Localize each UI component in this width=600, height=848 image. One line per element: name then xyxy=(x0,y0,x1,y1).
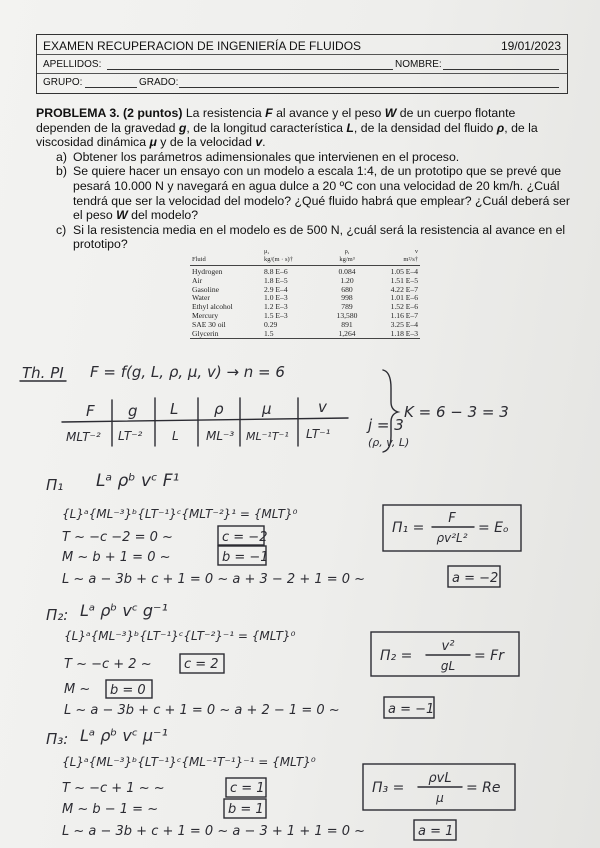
table-cell: 1,264 xyxy=(321,330,373,339)
hw-dim-var: L xyxy=(170,400,179,418)
hw-pi1-box-rhs: = Eₒ xyxy=(478,520,509,536)
symbol-W: W xyxy=(116,208,128,223)
statement-text: , de la viscosidad dinámica xyxy=(36,120,538,150)
hw-pi2-box-rhs: = Fr xyxy=(474,648,504,664)
hw-dim-val: ML⁻¹T⁻¹ xyxy=(246,430,289,443)
table-cell: 1.01 E–6 xyxy=(390,293,418,303)
column-header-unit: kg/(m · s)† xyxy=(264,255,293,263)
hw-pi1-box-lhs: Π₁ = xyxy=(392,520,425,536)
hw-k-equation: K = 6 − 3 = 3 xyxy=(404,403,509,421)
table-cell: SAE 30 oil xyxy=(192,319,226,329)
table-cell: 3.25 E–4 xyxy=(390,319,418,329)
hw-pi2-expression: Lᵃ ρᵇ vᶜ g⁻¹ xyxy=(80,601,168,620)
table-cell: 1.5 xyxy=(262,330,321,339)
hw-pi3-m-result: b = 1 xyxy=(228,802,264,817)
table-cell: 2.9 E–4 xyxy=(264,284,288,294)
hw-dim-table-line xyxy=(62,418,348,422)
exam-title: EXAMEN RECUPERACION DE INGENIERÍA DE FLUIDOS xyxy=(43,39,362,53)
hw-pi3-box-num: ρvL xyxy=(428,771,452,786)
table-cell: 4.22 E–7 xyxy=(390,284,418,294)
table-cell: 680 xyxy=(341,284,353,294)
symbol-v: v xyxy=(255,135,263,150)
hw-pi2-l-result: a = −1 xyxy=(388,702,435,717)
hw-pi2-dimensions: {L}ᵃ{ML⁻³}ᵇ{LT⁻¹}ᶜ{LT⁻²}⁻¹ = {MLT}⁰ xyxy=(64,629,296,643)
hw-pi1-l-result: a = −2 xyxy=(452,571,499,586)
hw-dim-val: LT⁻¹ xyxy=(306,427,331,441)
hw-function: F = f(g, L, ρ, μ, v) → n = 6 xyxy=(90,363,285,381)
statement-text: , de la densidad del fluido xyxy=(353,120,497,135)
hw-j-equation: j = 3 xyxy=(368,416,404,434)
question-tag: b) xyxy=(56,164,67,179)
hw-pi2-box-den: gL xyxy=(440,659,456,673)
hw-pi3-l-equation: L ~ a − 3b + c + 1 = 0 ~ a − 3 + 1 + 1 = 0 ~ xyxy=(62,824,366,839)
statement-text: , de la longitud característica xyxy=(186,120,347,135)
hw-dim-val: L xyxy=(172,429,179,443)
symbol-F: F xyxy=(265,106,273,120)
table-cell: 8.8 E–6 xyxy=(264,267,288,276)
symbol-L: L xyxy=(346,120,354,135)
hw-pi1-m-equation: M ~ b + 1 = 0 ~ xyxy=(62,550,171,565)
hw-pi3-l-result: a = 1 xyxy=(418,824,454,839)
column-header-label: Fluid xyxy=(192,255,206,263)
hw-pi2-l-equation: L ~ a − 3b + c + 1 = 0 ~ a + 2 − 1 = 0 ~ xyxy=(64,703,340,718)
hw-pi2-label: Π₂: xyxy=(46,606,69,624)
hw-pi2-t-equation: T ~ −c + 2 ~ xyxy=(64,657,152,672)
question-text: Si la resistencia media en el modelo es de 500 N, ¿cuál será la resistencia al avance en el prototipo? xyxy=(73,222,566,252)
exam-date: 19/01/2023 xyxy=(500,39,561,53)
hw-dim-var: v xyxy=(318,398,327,416)
question-text: del modelo? xyxy=(127,208,199,223)
table-cell: 13,580 xyxy=(336,310,358,320)
apellidos-label: APELLIDOS: xyxy=(43,59,102,70)
table-cell: Glycerin xyxy=(190,330,262,339)
hw-dim-var: F xyxy=(86,402,95,420)
symbol-g: g xyxy=(178,120,187,135)
hw-pi1-t-equation: T ~ −c −2 = 0 ~ xyxy=(62,530,173,545)
hw-pi3-expression: Lᵃ ρᵇ vᶜ μ⁻¹ xyxy=(80,726,168,745)
hw-pi2-m-result: b = 0 xyxy=(110,683,146,698)
table-cell: 1.51 E–5 xyxy=(390,275,418,285)
question-tag: c) xyxy=(56,222,67,237)
hw-pi3-box-rhs: = Re xyxy=(466,780,501,796)
table-cell: 998 xyxy=(341,293,353,303)
table-cell: 1.0 E–3 xyxy=(264,293,288,303)
hw-pi1-l-equation: L ~ a − 3b + c + 1 = 0 ~ a + 3 − 2 + 1 = 0 ~ xyxy=(62,572,366,587)
hw-pi3-label: Π₃: xyxy=(46,730,69,748)
grado-label: GRADO: xyxy=(139,77,179,88)
symbol-W: W xyxy=(384,106,397,120)
hw-pi1-dimensions: {L}ᵃ{ML⁻³}ᵇ{LT⁻¹}ᶜ{MLT⁻²}¹ = {MLT}⁰ xyxy=(62,507,298,521)
table-cell: Ethyl alcohol xyxy=(192,302,233,312)
statement-text: y de la velocidad xyxy=(156,135,256,150)
hw-dim-var: g xyxy=(128,402,138,420)
table-cell: 1.8 E–5 xyxy=(264,275,288,285)
hw-pi3-t-equation: T ~ −c + 1 ~ ~ xyxy=(62,781,165,796)
table-cell: Hydrogen xyxy=(192,267,223,276)
symbol-rho: ρ xyxy=(496,120,505,135)
hw-pi1-box-den: ρv²L² xyxy=(436,531,468,545)
column-header-unit: kg/m³ xyxy=(339,255,355,263)
statement-text: . xyxy=(262,135,266,150)
column-header-symbol: μ, xyxy=(264,248,270,255)
hw-dim-var: μ xyxy=(262,400,272,418)
nombre-label: NOMBRE: xyxy=(395,59,442,70)
hw-th-pi: Th. PI xyxy=(22,364,64,382)
hw-dim-val: ML⁻³ xyxy=(206,429,235,443)
hw-pi1-t-result: c = −2 xyxy=(222,530,268,545)
table-cell: 891 xyxy=(341,319,353,329)
statement-text: de un cuerpo flotante dependen de la gravedad xyxy=(36,106,516,135)
hw-pi3-m-equation: M ~ b − 1 = ~ xyxy=(62,802,159,817)
problem-heading: PROBLEMA 3. (2 puntos) xyxy=(36,106,183,120)
hw-pi3-box-den: μ xyxy=(436,791,444,805)
hw-j-vars: (ρ, v, L) xyxy=(368,436,410,449)
question-text: Obtener los parámetros adimensionales que intervienen en el proceso. xyxy=(73,149,460,164)
hw-pi2-box-num: v² xyxy=(441,639,455,654)
hw-dim-val: LT⁻² xyxy=(118,429,143,443)
hw-pi1-label: Π₁ xyxy=(46,476,64,494)
table-cell: 1.52 E–6 xyxy=(390,302,418,312)
table-cell: 789 xyxy=(341,302,353,312)
table-cell: 0.29 xyxy=(264,319,278,329)
statement-text: al avance y el peso xyxy=(272,106,385,120)
hw-pi1-box-num: F xyxy=(448,511,456,526)
table-cell: 1.16 E–7 xyxy=(390,310,418,320)
table-cell: Water xyxy=(192,293,210,303)
table-cell: Air xyxy=(192,275,203,285)
symbol-mu: μ xyxy=(149,135,157,150)
question-tag: a) xyxy=(56,149,67,164)
table-cell: 0.084 xyxy=(338,267,356,276)
column-header-symbol: ρ, xyxy=(344,248,350,255)
hw-pi3-dimensions: {L}ᵃ{ML⁻³}ᵇ{LT⁻¹}ᶜ{ML⁻¹T⁻¹}⁻¹ = {MLT}⁰ xyxy=(62,755,316,769)
column-header-symbol: ν xyxy=(415,248,418,255)
table-cell: 1.18 E–3 xyxy=(373,330,420,339)
table-cell: Mercury xyxy=(192,310,219,320)
hw-dim-var: ρ xyxy=(214,400,224,418)
hw-pi1-m-result: b = −1 xyxy=(222,550,269,565)
hw-pi3-box-lhs: Π₃ = xyxy=(372,780,405,796)
table-cell: 1.2 E–3 xyxy=(264,302,288,312)
hw-dim-val: MLT⁻² xyxy=(66,430,101,444)
column-header-unit: m²/s† xyxy=(403,255,418,263)
hw-pi3-t-result: c = 1 xyxy=(230,781,265,796)
hw-pi2-t-result: c = 2 xyxy=(184,657,219,672)
statement-text: La resistencia xyxy=(182,106,266,120)
hw-pi2-m-equation: M ~ xyxy=(64,682,91,697)
grupo-label: GRUPO: xyxy=(43,77,83,88)
question-text: Se quiere hacer un ensayo con un modelo a escala 1:4, de un prototipo que se prevé que pesará 10.000 N y navegará en agua dulce a 20 ºC con una velocidad de 20 km/h. ¿Cuál tendrá que ser la velocidad del modelo? ¿Qué fluido habrá que emplear? ¿Cuál deberá ser el peso xyxy=(73,164,570,223)
table-cell: 1.05 E–4 xyxy=(390,267,418,276)
table-cell: 1.20 xyxy=(340,275,354,285)
hw-pi1-expression: Lᵃ ρᵇ vᶜ F¹ xyxy=(96,471,180,491)
table-cell: Gasoline xyxy=(192,284,219,294)
table-cell: 1.5 E–3 xyxy=(264,310,288,320)
hw-pi2-box-lhs: Π₂ = xyxy=(380,648,413,664)
